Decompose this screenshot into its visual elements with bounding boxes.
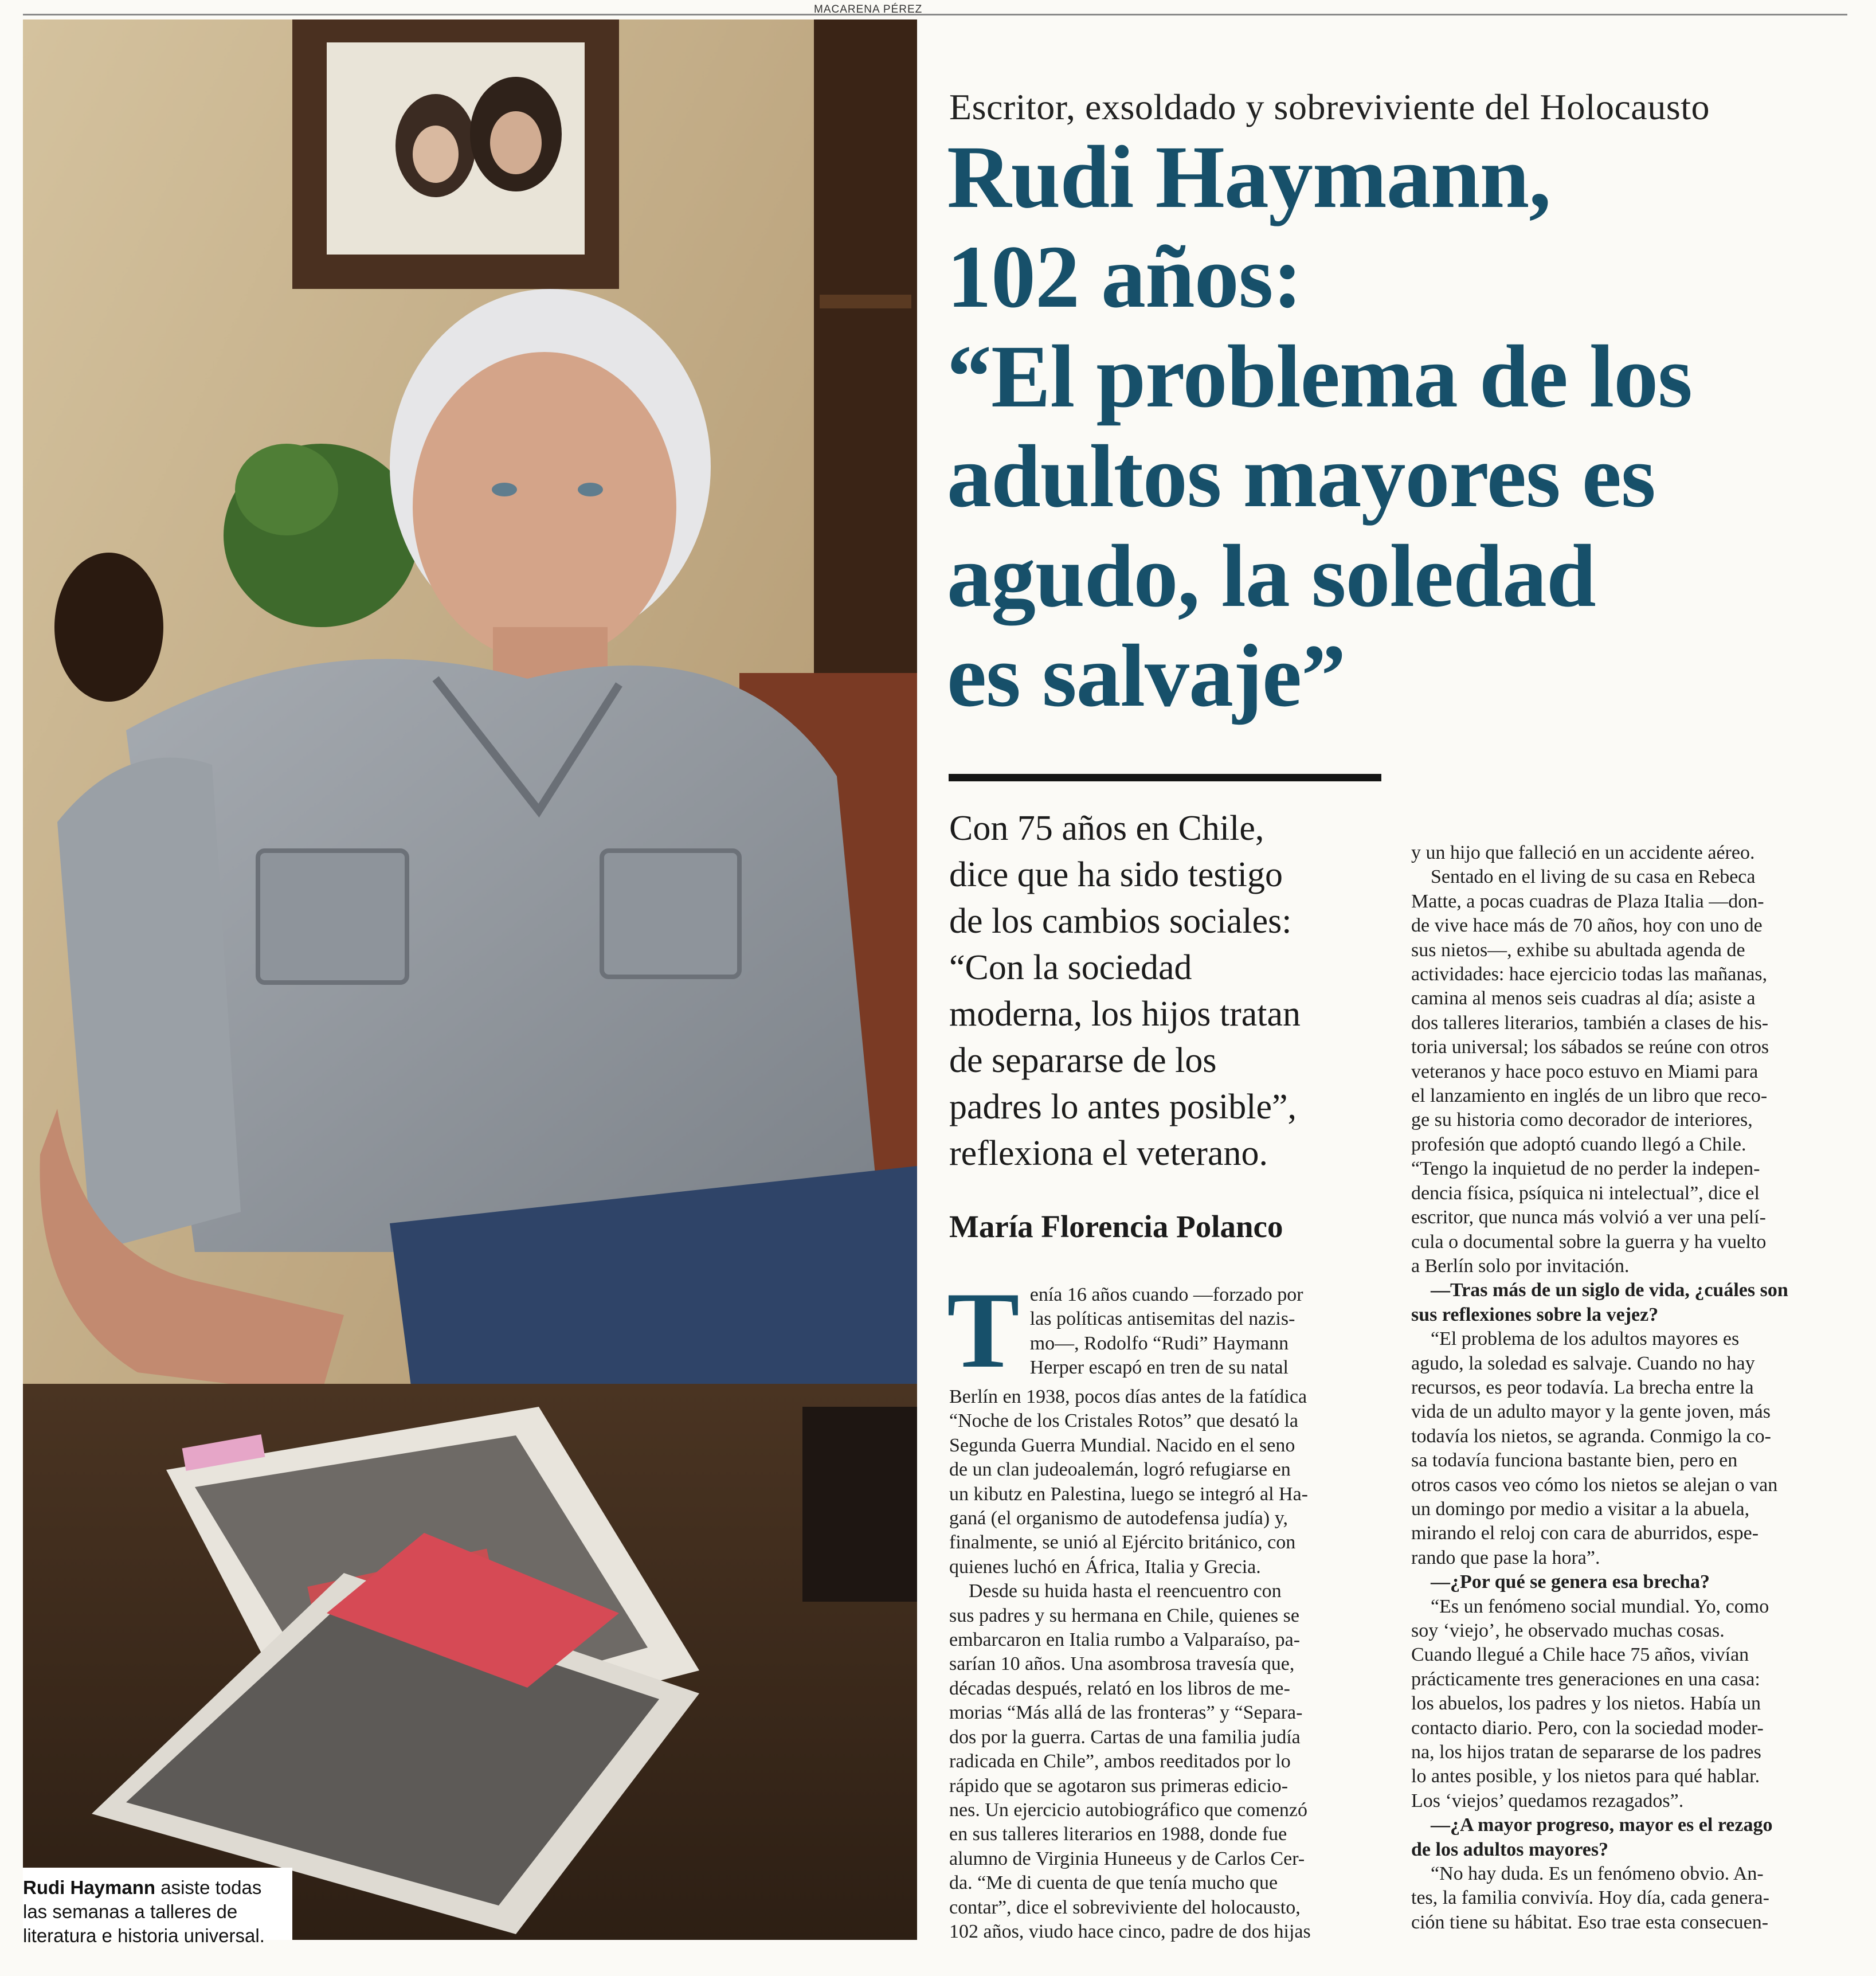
headline-line: “El problema de los bbox=[947, 327, 1692, 426]
headline bbox=[947, 127, 1864, 726]
text-line: na, los hijos tratan de separarse de los padres bbox=[1411, 1742, 1761, 1763]
kicker: Escritor, exsoldado y sobreviviente del Holocausto bbox=[949, 87, 1710, 127]
dek-line: dice que ha sido testigo bbox=[949, 855, 1283, 894]
dek-line: de los cambios sociales: bbox=[949, 902, 1292, 941]
photo-credit: MACARENA PÉREZ bbox=[814, 3, 923, 15]
text-line: rápido que se agotaron sus primeras edicio- bbox=[949, 1775, 1288, 1797]
question-line: —Tras más de un siglo de vida, ¿cuáles son bbox=[1431, 1279, 1788, 1301]
text-line: radicada en Chile”, ambos reeditados por lo bbox=[949, 1751, 1291, 1772]
dek-line: padres lo antes posible”, bbox=[949, 1087, 1297, 1126]
photo-caption bbox=[23, 1868, 292, 1946]
text-line: 102 años, viudo hace cinco, padre de dos hijas bbox=[949, 1920, 1311, 1942]
text-line: embarcaron en Italia rumbo a Valparaíso, pa- bbox=[949, 1629, 1301, 1651]
text-line: dos talleres literarios, también a clases de his- bbox=[1411, 1012, 1769, 1034]
interview-answer bbox=[1411, 1862, 1847, 1935]
text-line: Segunda Guerra Mundial. Nacido en el seno bbox=[949, 1434, 1295, 1456]
dek-line: reflexiona el veterano. bbox=[949, 1134, 1268, 1173]
text-line: un kibutz en Palestina, luego se integró al Ha- bbox=[949, 1483, 1308, 1505]
text-line: morias “Más allá de las fronteras” y “Separa- bbox=[949, 1702, 1303, 1724]
portrait-photo bbox=[23, 19, 917, 1940]
text-line: los abuelos, los padres y los nietos. Había un bbox=[1411, 1693, 1761, 1715]
body-column-1 bbox=[947, 1270, 1385, 1944]
text-line: lo antes posible, y los nietos para qué hablar. bbox=[1411, 1766, 1760, 1787]
headline-line: agudo, la soledad bbox=[947, 526, 1596, 625]
lead-paragraph bbox=[947, 1270, 1385, 1391]
headline-line: adultos mayores es bbox=[947, 426, 1655, 526]
byline: María Florencia Polanco bbox=[949, 1209, 1283, 1244]
dek-line: moderna, los hijos tratan bbox=[949, 995, 1301, 1034]
text-line: “Tengo la inquietud de no perder la indepen- bbox=[1411, 1158, 1760, 1180]
question-line: sus reflexiones sobre la vejez? bbox=[1411, 1304, 1659, 1325]
caption-text: asiste todas las semanas a talleres de literatura e historia universal. bbox=[23, 1877, 265, 1946]
interview-question bbox=[1411, 1278, 1847, 1327]
text-line: Desde su huida hasta el reencuentro con bbox=[969, 1580, 1282, 1602]
text-line: nes. Un ejercicio autobiográfico que comenzó bbox=[949, 1799, 1307, 1821]
headline-rule bbox=[949, 774, 1381, 781]
text-line: sa todavía funciona bastante bien, pero en bbox=[1411, 1450, 1738, 1472]
paragraph bbox=[1411, 841, 1847, 865]
text-line: toria universal; los sábados se reúne con otros bbox=[1411, 1036, 1769, 1058]
question-line: —¿A mayor progreso, mayor es el rezago bbox=[1431, 1814, 1773, 1836]
text-line: un domingo por medio a visitar a la abuela, bbox=[1411, 1498, 1750, 1520]
text-line: mo—, Rodolfo “Rudi” Haymann bbox=[1029, 1332, 1289, 1354]
paragraph bbox=[949, 1385, 1385, 1579]
question-line: de los adultos mayores? bbox=[1411, 1838, 1609, 1860]
text-line: el lanzamiento en inglés de un libro que reco- bbox=[1411, 1085, 1768, 1107]
text-line: Los ‘viejos’ quedamos rezagados”. bbox=[1411, 1790, 1684, 1811]
text-line: en sus talleres literarios en 1988, donde fue bbox=[949, 1824, 1287, 1845]
interview-answer bbox=[1411, 1327, 1847, 1570]
text-line: “El problema de los adultos mayores es bbox=[1431, 1328, 1740, 1350]
headline-line: Rudi Haymann, bbox=[947, 127, 1551, 226]
text-line: Herper escapó en tren de su natal bbox=[1029, 1357, 1288, 1379]
text-line: alumno de Virginia Huneeus y de Carlos Cer- bbox=[949, 1848, 1305, 1869]
text-line: Matte, a pocas cuadras de Plaza Italia —don- bbox=[1411, 890, 1764, 912]
dek-line: Con 75 años en Chile, bbox=[949, 809, 1264, 848]
text-line: dos por la guerra. Cartas de una familia judía bbox=[949, 1726, 1301, 1748]
text-line: camina al menos seis cuadras al día; asiste a bbox=[1411, 988, 1756, 1009]
text-line: contar”, dice el sobreviviente del holocausto, bbox=[949, 1896, 1301, 1918]
text-line: ganá (el organismo de autodefensa judía) y, bbox=[949, 1508, 1288, 1529]
text-line: soy ‘viejo’, he observado muchas cosas. bbox=[1411, 1620, 1725, 1641]
text-line: cula o documental sobre la guerra y ha vuelto bbox=[1411, 1231, 1767, 1253]
question-line: —¿Por qué se genera esa brecha? bbox=[1431, 1571, 1710, 1593]
text-line: Cuando llegué a Chile hace 75 años, vivían bbox=[1411, 1644, 1749, 1666]
text-line: rando que pase la hora”. bbox=[1411, 1547, 1600, 1568]
text-line: escritor, que nunca más volvió a ver una pelí- bbox=[1411, 1207, 1766, 1228]
text-line: sus padres y su hermana en Chile, quienes se bbox=[949, 1605, 1299, 1626]
top-rule bbox=[23, 14, 1847, 15]
paragraph bbox=[949, 1579, 1385, 1944]
text-line: veteranos y hace poco estuvo en Miami para bbox=[1411, 1061, 1758, 1082]
headline-line: es salvaje” bbox=[947, 626, 1346, 725]
text-line: a Berlín solo por invitación. bbox=[1411, 1255, 1630, 1277]
paragraph bbox=[1411, 865, 1847, 1278]
text-line: y un hijo que falleció en un accidente aéreo. bbox=[1411, 842, 1755, 863]
text-line: de un clan judeoalemán, logró refugiarse en bbox=[949, 1459, 1291, 1481]
text-line: quienes luchó en África, Italia y Grecia. bbox=[949, 1556, 1261, 1578]
text-line: otros casos veo cómo los nietos se alejan o van bbox=[1411, 1474, 1778, 1496]
text-line: recursos, es peor todavía. La brecha entre la bbox=[1411, 1376, 1754, 1398]
text-line: enía 16 años cuando —forzado por bbox=[1029, 1284, 1303, 1305]
body-column-2 bbox=[1411, 841, 1847, 1935]
text-line: ge su historia como decorador de interiores, bbox=[1411, 1109, 1753, 1131]
text-line: profesión que adoptó cuando llegó a Chile. bbox=[1411, 1133, 1746, 1155]
text-line: tes, la familia convivía. Hoy día, cada genera- bbox=[1411, 1887, 1769, 1909]
text-line: sarían 10 años. Una asombrosa travesía que, bbox=[949, 1653, 1295, 1675]
text-line: finalmente, se unió al Ejército británico, con bbox=[949, 1532, 1296, 1554]
text-line: ción tiene su hábitat. Eso trae esta consecuen- bbox=[1411, 1911, 1769, 1933]
text-line: “Noche de los Cristales Rotos” que desató la bbox=[949, 1410, 1299, 1432]
portrait-illustration bbox=[23, 19, 917, 1940]
dek bbox=[949, 805, 1385, 1177]
text-line: prácticamente tres generaciones en una casa: bbox=[1411, 1668, 1760, 1690]
headline-line: 102 años: bbox=[947, 227, 1302, 326]
interview-question bbox=[1411, 1570, 1847, 1594]
interview-answer bbox=[1411, 1595, 1847, 1814]
text-line: contacto diario. Pero, con la sociedad moder- bbox=[1411, 1717, 1764, 1739]
dek-line: de separarse de los bbox=[949, 1041, 1217, 1080]
text-line: vida de un adulto mayor y la gente joven, más bbox=[1411, 1401, 1771, 1423]
drop-cap: T bbox=[947, 1270, 1020, 1391]
text-line: da. “Me di cuenta de que tenía mucho que bbox=[949, 1872, 1278, 1894]
text-line: Sentado en el living de su casa en Rebeca bbox=[1431, 866, 1756, 888]
caption-name: Rudi Haymann bbox=[23, 1877, 156, 1898]
text-line: Berlín en 1938, pocos días antes de la fatídica bbox=[949, 1386, 1307, 1407]
text-line: de vive hace más de 70 años, hoy con uno de bbox=[1411, 915, 1763, 937]
text-line: las políticas antisemitas del nazis- bbox=[1029, 1308, 1295, 1330]
text-line: sus nietos—, exhibe su abultada agenda de bbox=[1411, 939, 1745, 961]
dek-line: “Con la sociedad bbox=[949, 948, 1192, 987]
text-line: décadas después, relató en los libros de me- bbox=[949, 1677, 1290, 1699]
text-line: mirando el reloj con cara de aburridos, espe- bbox=[1411, 1523, 1759, 1544]
interview-question bbox=[1411, 1813, 1847, 1862]
text-line: agudo, la soledad es salvaje. Cuando no hay bbox=[1411, 1352, 1755, 1374]
text-line: dencia física, psíquica ni intelectual”, dice el bbox=[1411, 1182, 1760, 1204]
text-line: todavía los nietos, se agranda. Conmigo la co- bbox=[1411, 1425, 1771, 1447]
text-line: actividades: hace ejercicio todas las mañanas, bbox=[1411, 964, 1768, 985]
text-line: “Es un fenómeno social mundial. Yo, como bbox=[1431, 1595, 1769, 1617]
text-line: “No hay duda. Es un fenómeno obvio. An- bbox=[1431, 1863, 1764, 1885]
